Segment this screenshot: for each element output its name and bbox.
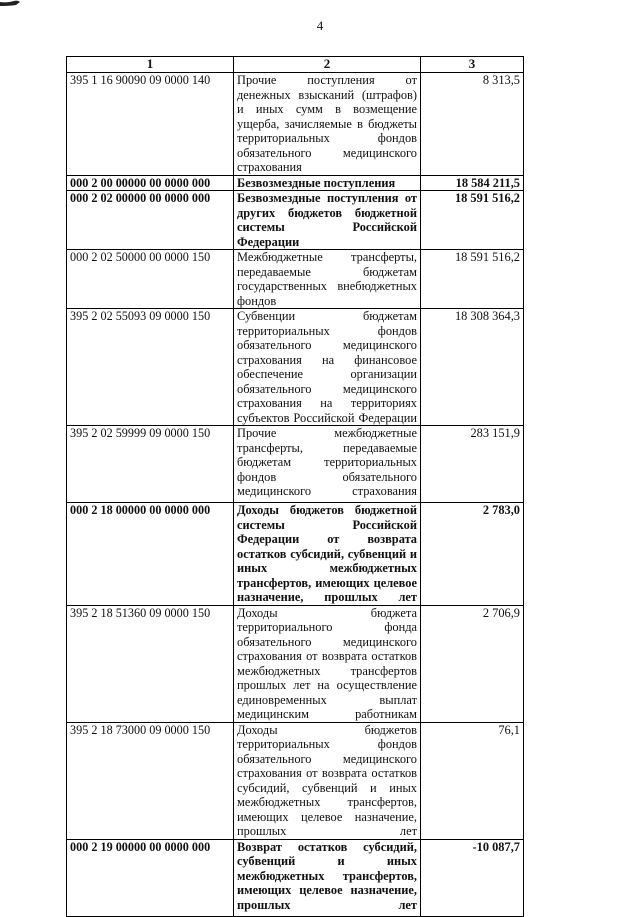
- revenue-table: [66, 56, 524, 917]
- table-row: [67, 605, 524, 722]
- budget-code-cell: 395 2 02 55093 09 0000 150: [67, 309, 234, 426]
- table-row: [67, 503, 524, 606]
- table-header-row: [67, 57, 524, 73]
- table-row: [67, 250, 524, 309]
- column-header-1: 1: [67, 57, 234, 73]
- column-header-3: 3: [421, 57, 524, 73]
- scan-corner-mark: [0, 0, 22, 14]
- description-cell: Возврат остатков субсидий, субвенций и иных межбюджетных трансфертов, имеющих целевое назначение, прошлых лет: [234, 839, 421, 916]
- budget-code-cell: 000 2 00 00000 00 0000 000: [67, 175, 234, 191]
- amount-cell: 76,1: [421, 722, 524, 839]
- table-row: [67, 309, 524, 426]
- table-row: [67, 426, 524, 503]
- table-body: [67, 73, 524, 917]
- budget-code-cell: 395 1 16 90090 09 0000 140: [67, 73, 234, 176]
- description-cell: Межбюджетные трансферты, передаваемые бюджетам государственных внебюджетных фондов: [234, 250, 421, 309]
- description-cell: Субвенции бюджетам территориальных фондов обязательного медицинского страхования на финансовое обеспечение организации обязательного медицинского страхования на территориях субъектов Российской Федерации: [234, 309, 421, 426]
- description-cell: Прочие поступления от денежных взысканий (штрафов) и иных сумм в возмещение ущерба, зачисляемые в бюджеты территориальных фондов обязательного медицинского страхования: [234, 73, 421, 176]
- budget-code-cell: 000 2 18 00000 00 0000 000: [67, 503, 234, 606]
- description-cell: Безвозмездные поступления от других бюджетов бюджетной системы Российской Федерации: [234, 191, 421, 250]
- table-row: [67, 73, 524, 176]
- description-cell: Доходы бюджета территориального фонда обязательного медицинского страхования от возврата остатков межбюджетных трансфертов прошлых лет на осуществление единовременных выплат медицинским работникам: [234, 605, 421, 722]
- table-row: [67, 175, 524, 191]
- amount-cell: 18 308 364,3: [421, 309, 524, 426]
- amount-cell: 283 151,9: [421, 426, 524, 503]
- amount-cell: 18 591 516,2: [421, 191, 524, 250]
- budget-code-cell: 395 2 18 73000 09 0000 150: [67, 722, 234, 839]
- table-row: [67, 722, 524, 839]
- amount-cell: 18 584 211,5: [421, 175, 524, 191]
- description-cell: Безвозмездные поступления: [234, 175, 421, 191]
- budget-code-cell: 395 2 02 59999 09 0000 150: [67, 426, 234, 503]
- description-cell: Доходы бюджетов бюджетной системы Российской Федерации от возврата остатков субсидий, субвенций и иных межбюджетных трансфертов, имеющих целевое назначение, прошлых лет: [234, 503, 421, 606]
- amount-cell: -10 087,7: [421, 839, 524, 916]
- table-row: [67, 839, 524, 916]
- amount-cell: 2 783,0: [421, 503, 524, 606]
- table-row: [67, 191, 524, 250]
- amount-cell: 18 591 516,2: [421, 250, 524, 309]
- column-header-2: 2: [234, 57, 421, 73]
- budget-code-cell: 000 2 19 00000 00 0000 000: [67, 839, 234, 916]
- budget-code-cell: 000 2 02 00000 00 0000 000: [67, 191, 234, 250]
- budget-code-cell: 000 2 02 50000 00 0000 150: [67, 250, 234, 309]
- description-cell: Доходы бюджетов территориальных фондов обязательного медицинского страхования от возврата остатков субсидий, субвенций и иных межбюджетных трансфертов, имеющих целевое назначение, прошлых лет: [234, 722, 421, 839]
- amount-cell: 2 706,9: [421, 605, 524, 722]
- budget-code-cell: 395 2 18 51360 09 0000 150: [67, 605, 234, 722]
- amount-cell: 8 313,5: [421, 73, 524, 176]
- description-cell: Прочие межбюджетные трансферты, передаваемые бюджетам территориальных фондов обязательного медицинского страхования: [234, 426, 421, 503]
- page-number: 4: [316, 18, 324, 33]
